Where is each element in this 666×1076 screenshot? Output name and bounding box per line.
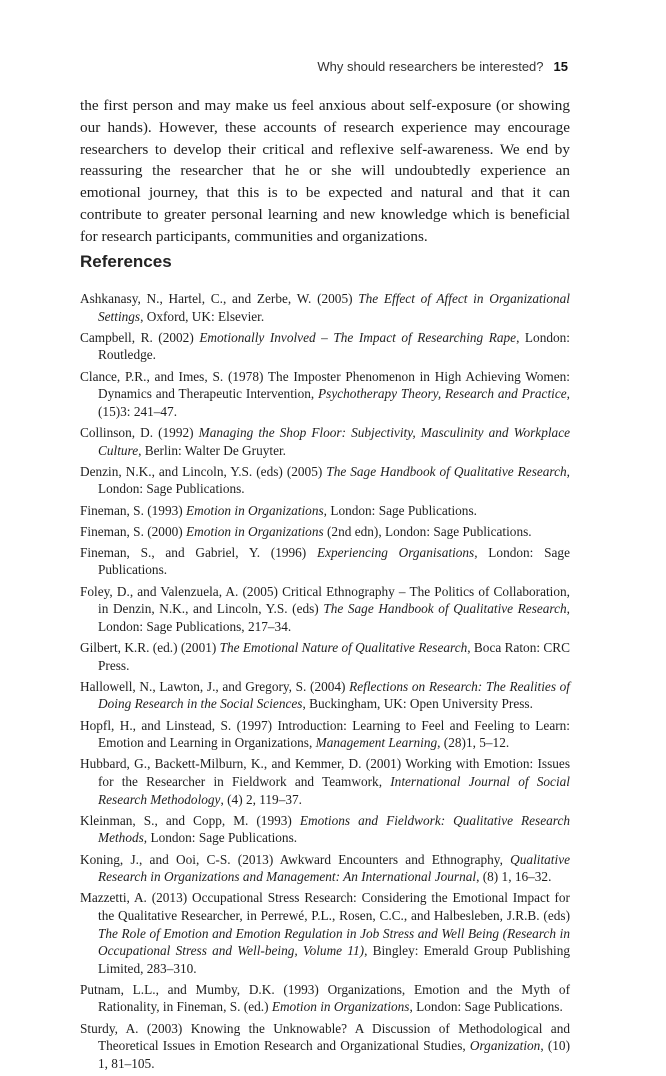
reference-entry	[80, 544, 570, 579]
reference-title: Organization	[469, 1038, 541, 1054]
reference-details: , (28)1, 5–12.	[437, 735, 510, 751]
reference-title: The Effect of Affect in Organizational Settings	[98, 291, 570, 324]
reference-title: Reflections on Research: The Realities of Doing Research in the Social Sciences	[98, 678, 570, 712]
running-head-title: Why should researchers be interested?	[317, 59, 544, 74]
reference-text: Hallowell, N., Lawton, J., and Gregory, S. (2004)	[80, 678, 350, 694]
reference-details: (2nd edn), London: Sage Publications.	[323, 523, 532, 539]
reference-text: Fineman, S. (1993)	[80, 502, 186, 518]
reference-details: , London: Sage Publications, 217–34.	[98, 601, 570, 634]
reference-details: , London: Sage Publications.	[409, 999, 563, 1015]
reference-details: , (4) 2, 119–37.	[220, 791, 302, 807]
reference-entry	[80, 812, 570, 847]
reference-entry	[80, 523, 570, 541]
reference-text: Mazzetti, A. (2013) Occupational Stress Research: Considering the Emotional Impact for the Qualitative Researcher, in Perrewé, P.L., Rosen, C.C., and Halbesleben, J.R.B. (eds)	[80, 890, 570, 923]
reference-entry	[80, 639, 570, 674]
reference-entry	[80, 368, 570, 421]
reference-entry	[80, 424, 570, 459]
reference-entry	[80, 981, 570, 1016]
reference-entry	[80, 717, 570, 752]
reference-text: Clance, P.R., and Imes, S. (1978) The Imposter Phenomenon in High Achieving Women: Dynamics and Therapeutic Intervention,	[80, 368, 570, 402]
reference-entry	[80, 755, 570, 808]
reference-details: , (15)3: 241–47.	[98, 386, 570, 419]
reference-text: Koning, J., and Ooi, C-S. (2013) Awkward Encounters and Ethnography,	[80, 851, 511, 867]
reference-details: , London: Routledge.	[98, 329, 570, 363]
reference-title: Emotionally Involved – The Impact of Researching Rape	[199, 329, 517, 345]
reference-title: Managing the Shop Floor: Subjectivity, Masculinity and Workplace Culture	[98, 424, 570, 458]
page-number: 15	[553, 59, 568, 74]
reference-title: Qualitative Research in Organizations and Management: An International Journal	[98, 851, 570, 885]
reference-details: , London: Sage Publications.	[98, 544, 570, 578]
reference-text: Putnam, L.L., and Mumby, D.K. (1993) Organizations, Emotion and the Myth of Rationality, in Fineman, S. (ed.)	[80, 981, 570, 1015]
reference-text: Hopfl, H., and Linstead, S. (1997) Introduction: Learning to Feel and Feeling to Learn: Emotion and Learning in Organizations,	[80, 717, 570, 751]
reference-entry	[80, 463, 570, 498]
reference-text: Denzin, N.K., and Lincoln, Y.S. (eds) (2005)	[80, 463, 327, 479]
references-list	[80, 290, 570, 1076]
reference-entry	[80, 329, 570, 364]
reference-details: , London: Sage Publications.	[143, 830, 298, 846]
reference-title: The Emotional Nature of Qualitative Research	[219, 640, 468, 656]
reference-title: The Role of Emotion and Emotion Regulation in Job Stress and Well Being (Research in Occupational Stress and Well-being, Volume 11)	[98, 925, 570, 959]
reference-title: Emotions and Fieldwork: Qualitative Research Methods	[98, 812, 570, 846]
reference-text: Fineman, S. (2000)	[80, 523, 186, 539]
reference-entry	[80, 290, 570, 325]
reference-details: , Bingley: Emerald Group Publishing Limited, 283–310.	[98, 943, 570, 976]
reference-text: Foley, D., and Valenzuela, A. (2005) Critical Ethnography – The Politics of Collaboration, in Denzin, N.K., and Lincoln, Y.S. (eds)	[80, 583, 570, 617]
reference-details: , London: Sage Publications.	[98, 463, 570, 497]
reference-text: Campbell, R. (2002)	[80, 329, 200, 345]
reference-details: , Boca Raton: CRC Press.	[98, 640, 570, 673]
reference-entry	[80, 851, 570, 886]
reference-details: , Buckingham, UK: Open University Press.	[302, 696, 533, 712]
reference-entry	[80, 502, 570, 520]
reference-text: Sturdy, A. (2003) Knowing the Unknowable? A Discussion of Methodological and Theoretical Issues in Emotion Research and Organizational Studies,	[80, 1020, 570, 1054]
reference-text: Gilbert, K.R. (ed.) (2001)	[80, 640, 220, 656]
reference-details: , Oxford, UK: Elsevier.	[140, 308, 265, 324]
reference-details: , London: Sage Publications.	[323, 502, 477, 518]
reference-text: Kleinman, S., and Copp, M. (1993)	[80, 812, 300, 828]
reference-text: Collinson, D. (1992)	[80, 424, 199, 440]
reference-entry	[80, 889, 570, 977]
body-paragraph: the first person and may make us feel anxious about self-exposure (or showing our hands). However, these accounts of research experience may encourage researchers to develop their critical and reflexive self-awareness. We end by reassuring the researcher that he or she will undoubtedly experience an emotional journey, that this is to be expected and natural and that it can contribute to greater personal learning and new knowledge which is beneficial for research participants, communities and organizations.	[80, 97, 570, 245]
reference-title: Emotion in Organizations	[271, 999, 410, 1015]
reference-entry	[80, 583, 570, 636]
reference-title: Emotion in Organizations	[186, 502, 324, 518]
reference-details: , Berlin: Walter De Gruyter.	[138, 442, 287, 458]
reference-title: Psychotherapy Theory, Research and Practice	[318, 386, 567, 402]
references-heading: References	[80, 252, 172, 271]
reference-title: Experiencing Organisations	[316, 544, 475, 560]
reference-title: International Journal of Social Research Methodology	[98, 773, 571, 807]
reference-title: The Sage Handbook of Qualitative Research	[323, 601, 567, 617]
reference-title: Management Learning	[315, 735, 438, 751]
running-head	[317, 59, 568, 74]
reference-text: Fineman, S., and Gabriel, Y. (1996)	[80, 544, 317, 560]
reference-details: , (8) 1, 16–32.	[476, 869, 552, 885]
reference-details: , (10) 1, 81–105.	[98, 1038, 570, 1071]
reference-entry	[80, 678, 570, 713]
reference-title: Emotion in Organizations	[186, 523, 324, 539]
reference-entry	[80, 1020, 570, 1073]
reference-text: Hubbard, G., Backett-Milburn, K., and Kemmer, D. (2001) Working with Emotion: Issues for the Researcher in Fieldwork and Teamwork,	[80, 756, 570, 789]
reference-title: The Sage Handbook of Qualitative Research	[326, 463, 567, 479]
reference-text: Ashkanasy, N., Hartel, C., and Zerbe, W. (2005)	[80, 291, 359, 306]
